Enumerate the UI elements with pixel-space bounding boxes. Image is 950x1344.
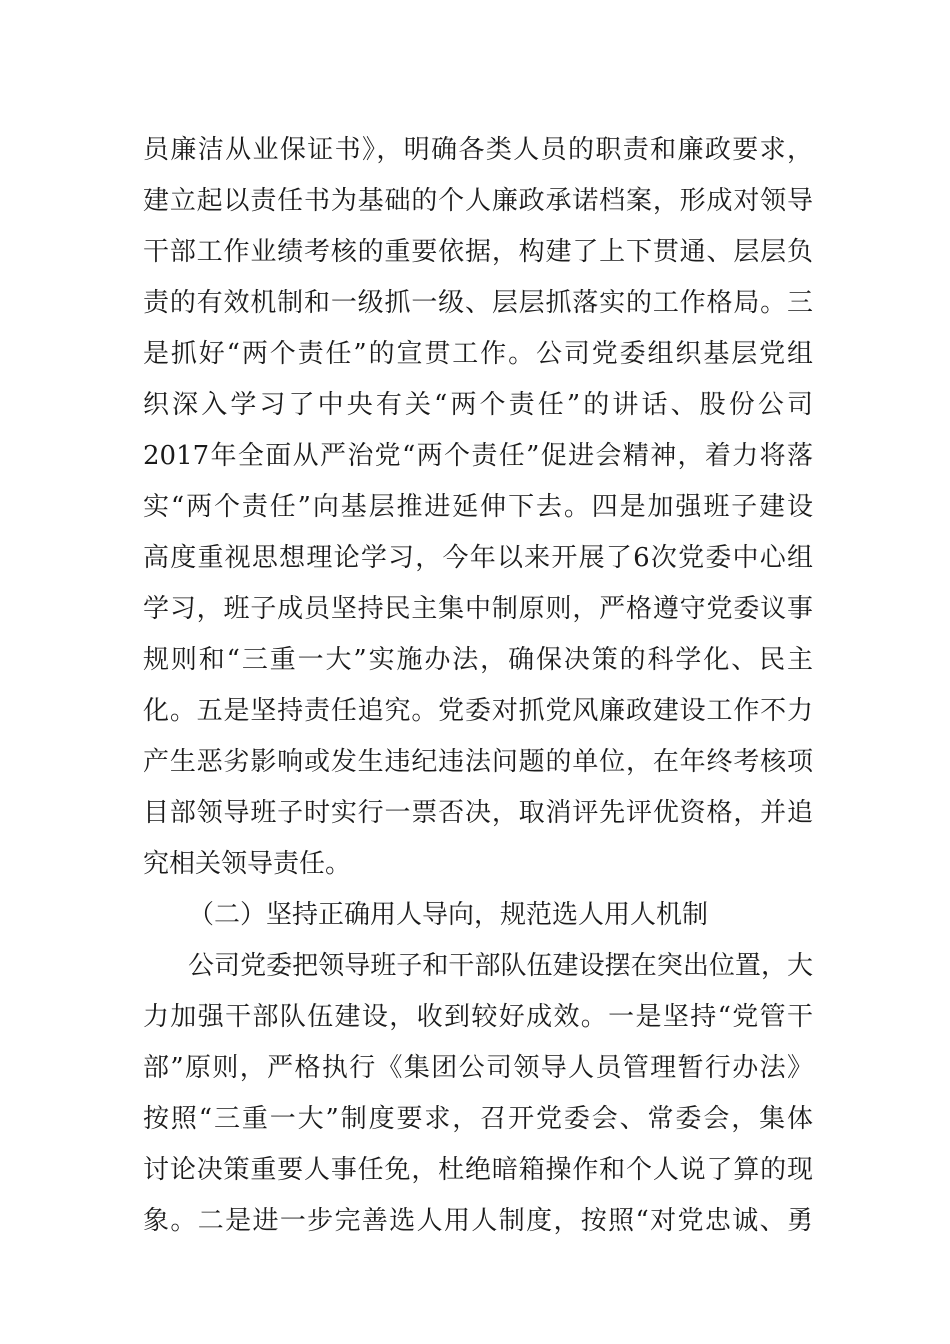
paragraph-line: 象。二是进一步完善选人用人制度，按照“对党忠诚、勇 — [143, 1206, 813, 1236]
paragraph-line: 部”原则，严格执行《集团公司领导人员管理暂行办法》 — [143, 1053, 813, 1083]
paragraph-line: 目部领导班子时实行一票否决，取消评先评优资格，并追 — [143, 798, 813, 828]
paragraph-line: 规则和“三重一大”实施办法，确保决策的科学化、民主 — [143, 645, 813, 675]
paragraph-line: 实“两个责任”向基层推进延伸下去。四是加强班子建设 — [143, 492, 813, 522]
paragraph-line: 公司党委把领导班子和干部队伍建设摆在突出位置，大 — [188, 951, 813, 981]
section-heading: （二）坚持正确用人导向，规范选人用人机制 — [188, 900, 709, 930]
paragraph-line: 学习，班子成员坚持民主集中制原则，严格遵守党委议事 — [143, 594, 813, 624]
paragraph-line: 干部工作业绩考核的重要依据，构建了上下贯通、层层负 — [143, 237, 813, 267]
paragraph-line: 按照“三重一大”制度要求，召开党委会、常委会，集体 — [143, 1104, 813, 1134]
paragraph-line: 高度重视思想理论学习，今年以来开展了6次党委中心组 — [143, 543, 813, 573]
paragraph-line: 建立起以责任书为基础的个人廉政承诺档案，形成对领导 — [143, 186, 813, 216]
paragraph-line: 是抓好“两个责任”的宣贯工作。公司党委组织基层党组 — [143, 339, 813, 369]
paragraph-line: 究相关领导责任。 — [143, 849, 352, 879]
paragraph-line: 员廉洁从业保证书》，明确各类人员的职责和廉政要求， — [143, 135, 813, 165]
paragraph-line: 力加强干部队伍建设，收到较好成效。一是坚持“党管干 — [143, 1002, 813, 1032]
paragraph-line: 织深入学习了中央有关“两个责任”的讲话、股份公司 — [143, 390, 813, 420]
paragraph-line: 产生恶劣影响或发生违纪违法问题的单位，在年终考核项 — [143, 747, 813, 777]
paragraph-line: 化。五是坚持责任追究。党委对抓党风廉政建设工作不力 — [143, 696, 813, 726]
paragraph-line: 讨论决策重要人事任免，杜绝暗箱操作和个人说了算的现 — [143, 1155, 813, 1185]
paragraph-line: 责的有效机制和一级抓一级、层层抓落实的工作格局。三 — [143, 288, 813, 318]
paragraph-line: 2017年全面从严治党“两个责任”促进会精神，着力将落 — [143, 441, 813, 471]
